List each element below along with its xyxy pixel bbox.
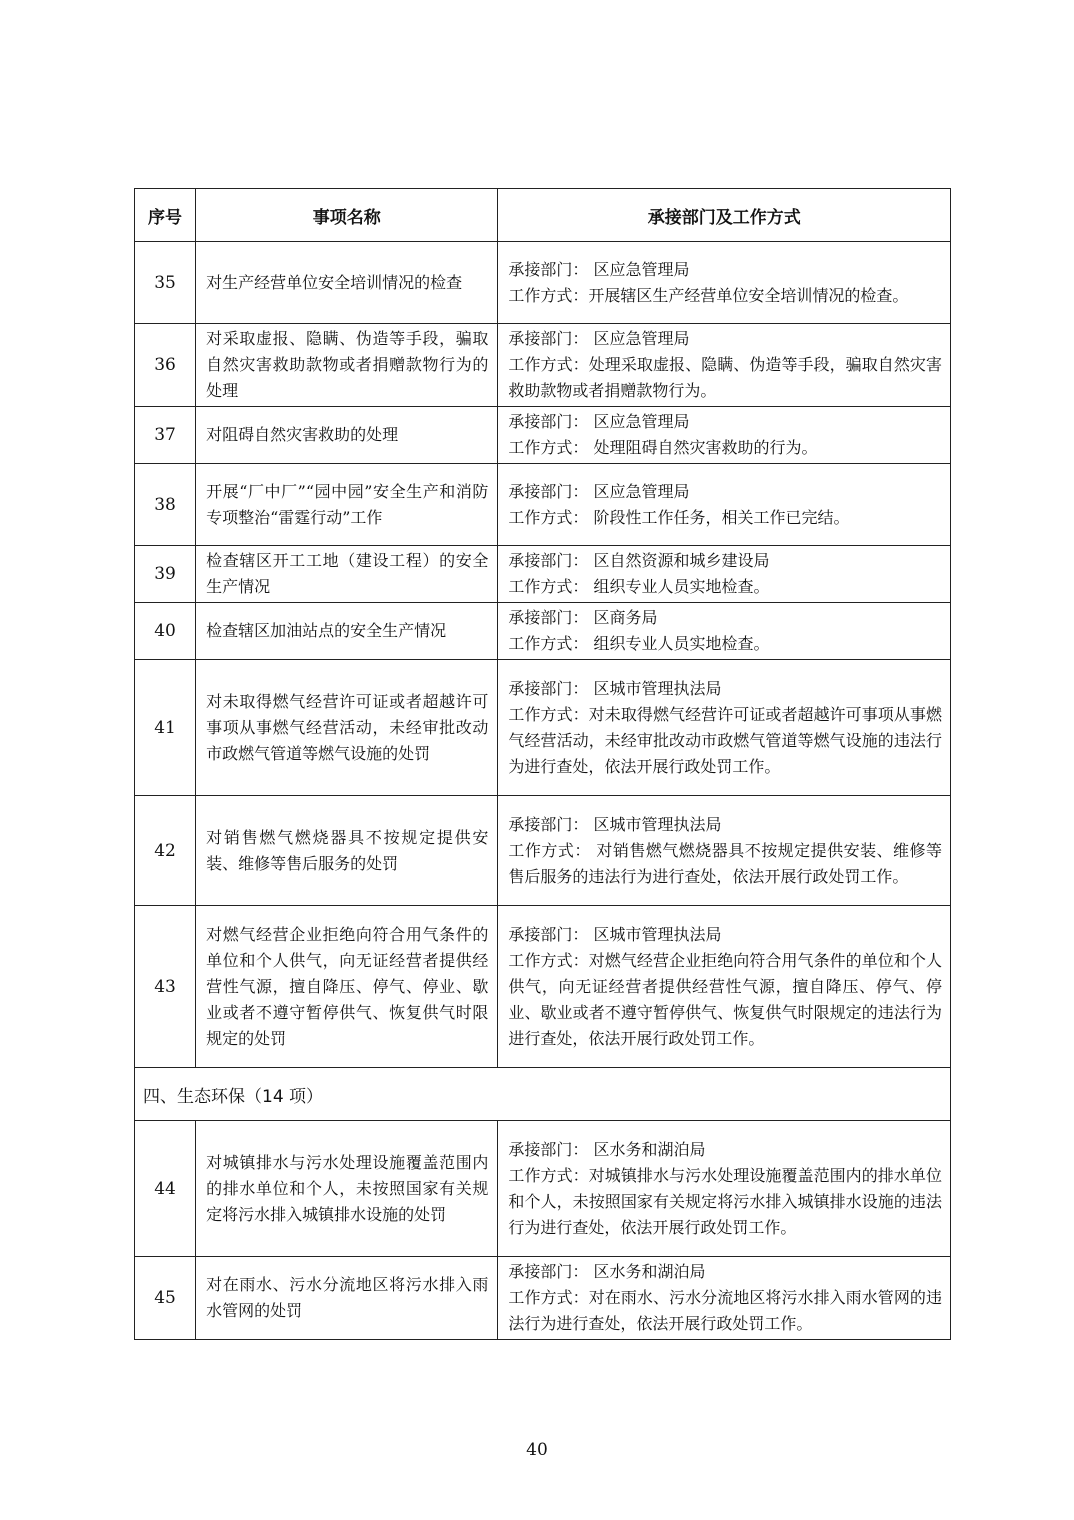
method-line: 工作方式： 组织专业人员实地检查。 <box>508 634 770 653</box>
row-dept <box>498 603 951 660</box>
item-text: 对未取得燃气经营许可证或者超越许可事项从事燃气经营活动，未经审批改动市政燃气管道等燃气设施的处罚 <box>206 691 489 763</box>
row-dept <box>498 1257 951 1340</box>
dept-line: 承接部门： 区应急管理局 <box>508 481 690 501</box>
row-item <box>196 660 498 796</box>
dept-text <box>498 810 950 892</box>
table-header-row <box>135 189 951 242</box>
table-row <box>135 906 951 1068</box>
row-dept <box>498 464 951 546</box>
item-text: 开展“厂中厂”“园中园”安全生产和消防专项整治“雷霆行动”工作 <box>206 481 489 527</box>
row-item <box>196 242 498 324</box>
table-row <box>135 603 951 660</box>
item-text: 检查辖区开工工地（建设工程）的安全生产情况 <box>206 551 489 596</box>
method-line: 工作方式：对城镇排水与污水处理设施覆盖范围内的排水单位和个人，未按照国家有关规定将污水排入城镇排水设施的违法行为进行查处，依法开展行政处罚工作。 <box>508 1165 942 1237</box>
row-no: 36 <box>135 324 196 407</box>
table-row <box>135 660 951 796</box>
dept-text <box>498 324 950 406</box>
dept-line: 承接部门： 区应急管理局 <box>508 412 690 431</box>
dept-text <box>498 1135 950 1243</box>
method-line: 工作方式：开展辖区生产经营单位安全培训情况的检查。 <box>508 285 909 305</box>
table-row <box>135 324 951 407</box>
dept-line: 承接部门： 区水务和湖泊局 <box>508 1262 706 1281</box>
row-no: 37 <box>135 407 196 464</box>
dept-line: 承接部门： 区城市管理执法局 <box>508 678 722 698</box>
item-text: 对销售燃气燃烧器具不按规定提供安装、维修等售后服务的处罚 <box>206 827 489 873</box>
dept-text <box>498 407 950 463</box>
row-no: 39 <box>135 546 196 603</box>
dept-line: 承接部门： 区自然资源和城乡建设局 <box>508 551 770 570</box>
item-text: 对阻碍自然灾害救助的处理 <box>206 425 399 444</box>
row-item <box>196 324 498 407</box>
item-text: 对生产经营单位安全培训情况的检查 <box>206 272 463 292</box>
dept-text <box>498 546 950 602</box>
table-row <box>135 546 951 603</box>
row-dept <box>498 796 951 906</box>
method-line: 工作方式： 处理阻碍自然灾害救助的行为。 <box>508 438 818 457</box>
dept-line: 承接部门： 区水务和湖泊局 <box>508 1139 706 1159</box>
dept-text <box>498 255 950 311</box>
row-no: 44 <box>135 1121 196 1257</box>
dept-line: 承接部门： 区商务局 <box>508 608 658 627</box>
row-item <box>196 546 498 603</box>
row-item <box>196 407 498 464</box>
row-dept <box>498 324 951 407</box>
row-no: 42 <box>135 796 196 906</box>
row-dept <box>498 546 951 603</box>
dept-text <box>498 1257 950 1339</box>
table-row <box>135 407 951 464</box>
item-text: 对城镇排水与污水处理设施覆盖范围内的排水单位和个人，未按照国家有关规定将污水排入城镇排水设施的处罚 <box>206 1152 489 1224</box>
table-row <box>135 242 951 324</box>
item-text: 对在雨水、污水分流地区将污水排入雨水管网的处罚 <box>206 1275 489 1320</box>
matters-table <box>134 188 951 1340</box>
method-line: 工作方式：对未取得燃气经营许可证或者超越许可事项从事燃气经营活动，未经审批改动市政燃气管道等燃气设施的违法行为进行查处，依法开展行政处罚工作。 <box>508 704 942 776</box>
row-no: 45 <box>135 1257 196 1340</box>
method-line: 工作方式： 对销售燃气燃烧器具不按规定提供安装、维修等售后服务的违法行为进行查处，依法开展行政处罚工作。 <box>508 840 942 886</box>
item-text: 检查辖区加油站点的安全生产情况 <box>206 621 447 640</box>
section-title: 四、生态环保（14 项） <box>135 1068 951 1121</box>
row-item <box>196 1121 498 1257</box>
row-item <box>196 464 498 546</box>
table-row <box>135 1257 951 1340</box>
row-dept <box>498 906 951 1068</box>
item-text: 对采取虚报、隐瞒、伪造等手段，骗取自然灾害救助款物或者捐赠款物行为的处理 <box>206 329 489 400</box>
dept-line: 承接部门： 区应急管理局 <box>508 329 690 348</box>
page-number: 40 <box>526 1440 548 1460</box>
dept-text <box>498 674 950 782</box>
dept-text <box>498 477 950 533</box>
method-line: 工作方式： 阶段性工作任务，相关工作已完结。 <box>508 507 850 527</box>
row-no: 41 <box>135 660 196 796</box>
row-item <box>196 796 498 906</box>
section-row <box>135 1068 951 1121</box>
method-line: 工作方式：处理采取虚报、隐瞒、伪造等手段，骗取自然灾害救助款物或者捐赠款物行为。 <box>508 355 942 400</box>
row-dept <box>498 1121 951 1257</box>
method-line: 工作方式：对燃气经营企业拒绝向符合用气条件的单位和个人供气，向无证经营者提供经营性气源，擅自降压、停气、停业、歇业或者不遵守暂停供气、恢复供气时限规定的违法行为进行查处，依法开展行政处罚工作。 <box>508 950 942 1048</box>
row-dept <box>498 242 951 324</box>
dept-text <box>498 920 950 1054</box>
table-row <box>135 1121 951 1257</box>
method-line: 工作方式： 组织专业人员实地检查。 <box>508 577 770 596</box>
row-no: 43 <box>135 906 196 1068</box>
dept-line: 承接部门： 区应急管理局 <box>508 259 690 279</box>
row-no: 35 <box>135 242 196 324</box>
row-dept <box>498 660 951 796</box>
row-no: 40 <box>135 603 196 660</box>
dept-line: 承接部门： 区城市管理执法局 <box>508 814 722 834</box>
dept-text <box>498 603 950 659</box>
header-dept: 承接部门及工作方式 <box>498 189 951 242</box>
row-dept <box>498 407 951 464</box>
table-row <box>135 464 951 546</box>
dept-line: 承接部门： 区城市管理执法局 <box>508 924 722 944</box>
row-item <box>196 1257 498 1340</box>
row-item <box>196 906 498 1068</box>
header-no: 序号 <box>135 189 196 242</box>
header-item: 事项名称 <box>196 189 498 242</box>
method-line: 工作方式：对在雨水、污水分流地区将污水排入雨水管网的违法行为进行查处，依法开展行政处罚工作。 <box>508 1288 942 1333</box>
row-item <box>196 603 498 660</box>
item-text: 对燃气经营企业拒绝向符合用气条件的单位和个人供气，向无证经营者提供经营性气源，擅自降压、停气、停业、歇业或者不遵守暂停供气、恢复供气时限规定的处罚 <box>206 924 489 1048</box>
row-no: 38 <box>135 464 196 546</box>
table-row <box>135 796 951 906</box>
